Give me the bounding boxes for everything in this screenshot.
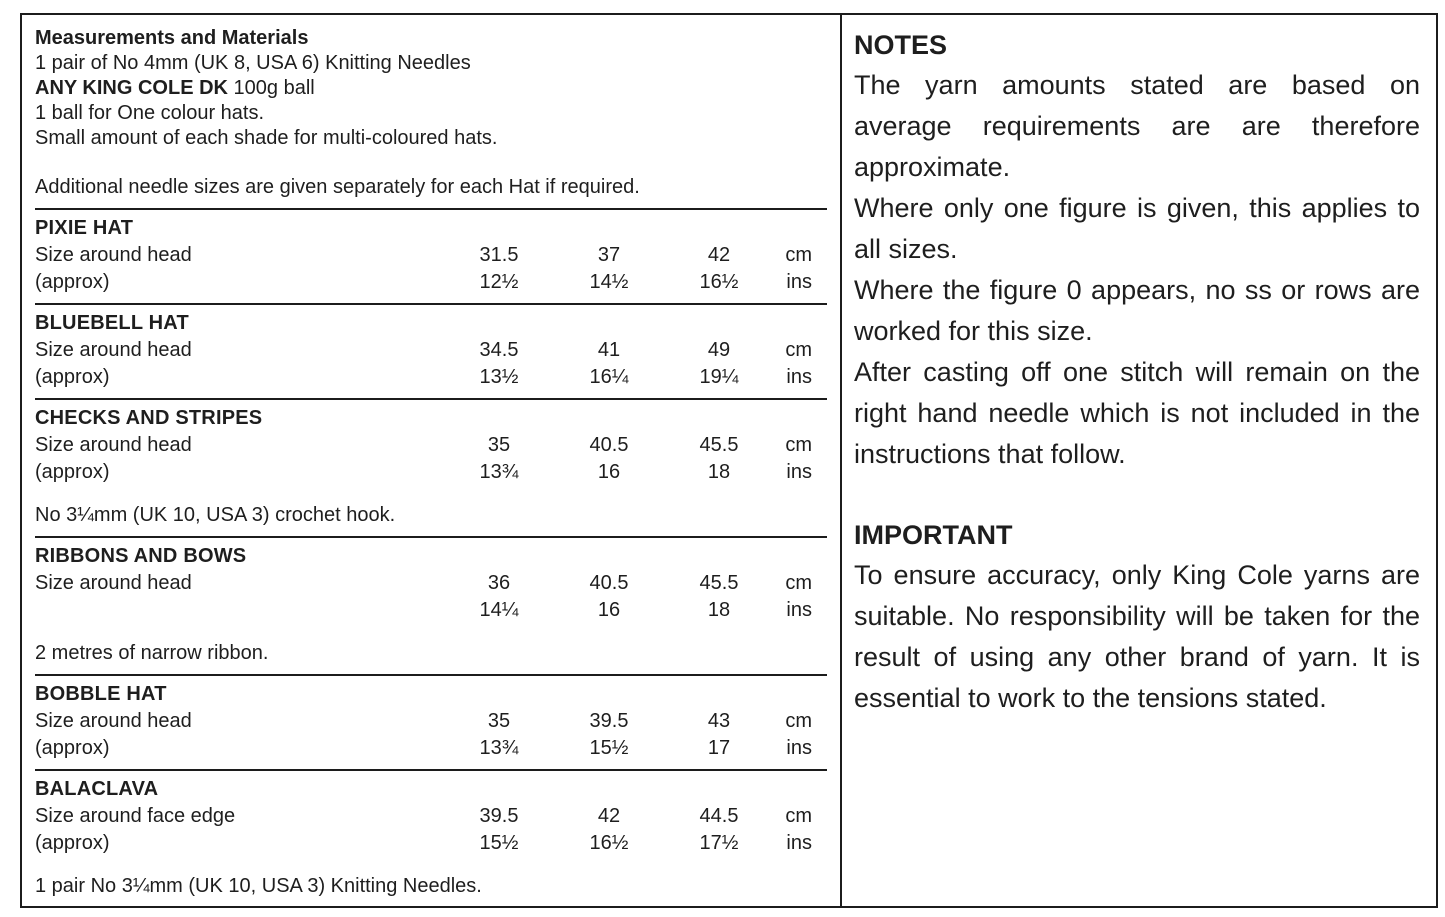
size-value-2: 40.5 — [589, 572, 629, 594]
measurement-row — [35, 242, 827, 269]
size-value-1: 31.5 — [479, 244, 519, 266]
unit-label: ins — [786, 461, 812, 483]
ribbon-note: 2 metres of narrow ribbon. — [35, 642, 269, 664]
measurement-row — [35, 432, 827, 459]
row-label: (approx) — [35, 461, 110, 483]
notes-paragraph: Where the figure 0 appears, no ss or rows are worked for this size. — [854, 275, 1420, 346]
size-value-1: 13¾ — [479, 461, 519, 483]
unit-label: cm — [785, 434, 812, 456]
row-label: Size around head — [35, 434, 192, 456]
size-value-3: 17 — [707, 737, 731, 759]
crochet-hook-note: No 3¼mm (UK 10, USA 3) crochet hook. — [35, 504, 396, 526]
section-rule — [35, 398, 827, 400]
measurement-row — [35, 830, 827, 857]
row-label: Size around head — [35, 710, 192, 732]
section-rule — [35, 769, 827, 771]
size-value-2: 40.5 — [589, 434, 629, 456]
size-value-3: 42 — [707, 244, 731, 266]
measurements-column — [22, 15, 842, 906]
size-value-1: 35 — [487, 434, 511, 456]
size-value-1: 39.5 — [479, 805, 519, 827]
size-value-2: 39.5 — [589, 710, 629, 732]
size-value-1: 14¼ — [479, 599, 519, 621]
measurement-row — [35, 364, 827, 391]
measurement-row — [35, 459, 827, 486]
needles-line: 1 pair of No 4mm (UK 8, USA 6) Knitting Needles — [35, 52, 471, 74]
yarn-line — [35, 76, 827, 101]
size-value-3: 43 — [707, 710, 731, 732]
section-title: BOBBLE HAT — [35, 683, 167, 705]
size-value-3: 44.5 — [699, 805, 739, 827]
unit-label: cm — [785, 244, 812, 266]
row-label: Size around head — [35, 244, 192, 266]
measurement-row — [35, 708, 827, 735]
size-value-1: 35 — [487, 710, 511, 732]
size-value-2: 16¼ — [589, 366, 629, 388]
section-rule — [35, 208, 827, 210]
section-checks-and-stripes — [35, 405, 827, 529]
pattern-page-panel — [20, 13, 1438, 908]
measurement-row — [35, 337, 827, 364]
section-pixie-hat — [35, 215, 827, 296]
row-label: Size around head — [35, 339, 192, 361]
section-title: BLUEBELL HAT — [35, 312, 189, 334]
notes-paragraph: The yarn amounts stated are based on average requirements are are therefore approximate. — [854, 70, 1420, 182]
row-label: (approx) — [35, 271, 110, 293]
unit-label: ins — [786, 737, 812, 759]
row-label: (approx) — [35, 832, 110, 854]
notes-paragraph: After casting off one stitch will remain on the right hand needle which is not included in the instructions that follow. — [854, 357, 1420, 469]
size-value-2: 14½ — [589, 271, 629, 293]
size-value-3: 18 — [707, 599, 731, 621]
important-heading: IMPORTANT — [854, 520, 1013, 550]
section-bluebell-hat — [35, 310, 827, 391]
section-rule — [35, 303, 827, 305]
measurement-row — [35, 269, 827, 296]
size-value-3: 45.5 — [699, 572, 739, 594]
unit-label: cm — [785, 339, 812, 361]
size-value-2: 16½ — [589, 832, 629, 854]
ball-line: 1 ball for One colour hats. — [35, 102, 265, 124]
unit-label: cm — [785, 572, 812, 594]
measurement-row — [35, 597, 827, 624]
unit-label: ins — [786, 599, 812, 621]
measurement-row — [35, 570, 827, 597]
notes-paragraph: Where only one figure is given, this applies to all sizes. — [854, 193, 1420, 264]
size-value-2: 16 — [597, 599, 621, 621]
size-value-3: 18 — [707, 461, 731, 483]
size-value-3: 16½ — [699, 271, 739, 293]
measurements-title: Measurements and Materials — [35, 27, 309, 49]
size-value-1: 36 — [487, 572, 511, 594]
section-bobble-hat — [35, 681, 827, 762]
row-label: (approx) — [35, 737, 110, 759]
unit-label: cm — [785, 805, 812, 827]
size-value-2: 16 — [597, 461, 621, 483]
size-value-3: 19¼ — [699, 366, 739, 388]
important-paragraph: To ensure accuracy, only King Cole yarns are suitable. No responsibility will be taken for the result of using any other brand of yarn. It is essential to work to the tensions stated. — [854, 560, 1420, 713]
section-title: CHECKS AND STRIPES — [35, 407, 263, 429]
yarn-brand: ANY KING COLE DK — [35, 77, 228, 99]
section-title: RIBBONS AND BOWS — [35, 545, 247, 567]
unit-label: ins — [786, 271, 812, 293]
size-value-1: 13¾ — [479, 737, 519, 759]
section-ribbons-and-bows — [35, 543, 827, 667]
section-title: BALACLAVA — [35, 778, 159, 800]
section-balaclava — [35, 776, 827, 900]
yarn-weight: 100g ball — [227, 77, 315, 99]
size-value-3: 49 — [707, 339, 731, 361]
section-rule — [35, 536, 827, 538]
size-value-3: 45.5 — [699, 434, 739, 456]
unit-label: cm — [785, 710, 812, 732]
row-label: Size around head — [35, 572, 192, 594]
size-value-2: 42 — [597, 805, 621, 827]
shade-line: Small amount of each shade for multi-coloured hats. — [35, 127, 498, 149]
size-value-1: 13½ — [479, 366, 519, 388]
additional-needles-line: Additional needle sizes are given separately for each Hat if required. — [35, 176, 640, 198]
section-rule — [35, 674, 827, 676]
size-value-1: 12½ — [479, 271, 519, 293]
notes-heading: NOTES — [854, 30, 948, 60]
size-value-1: 34.5 — [479, 339, 519, 361]
row-label: Size around face edge — [35, 805, 236, 827]
unit-label: ins — [786, 832, 812, 854]
notes-column — [842, 15, 1436, 906]
unit-label: ins — [786, 366, 812, 388]
row-label — [35, 597, 444, 624]
size-value-1: 15½ — [479, 832, 519, 854]
measurement-row — [35, 735, 827, 762]
section-title: PIXIE HAT — [35, 217, 134, 239]
balaclava-needles-note: 1 pair No 3¼mm (UK 10, USA 3) Knitting Needles. — [35, 875, 482, 897]
size-value-2: 15½ — [589, 737, 629, 759]
row-label: (approx) — [35, 366, 110, 388]
size-value-2: 37 — [597, 244, 621, 266]
measurement-row — [35, 803, 827, 830]
size-value-2: 41 — [597, 339, 621, 361]
size-value-3: 17½ — [699, 832, 739, 854]
